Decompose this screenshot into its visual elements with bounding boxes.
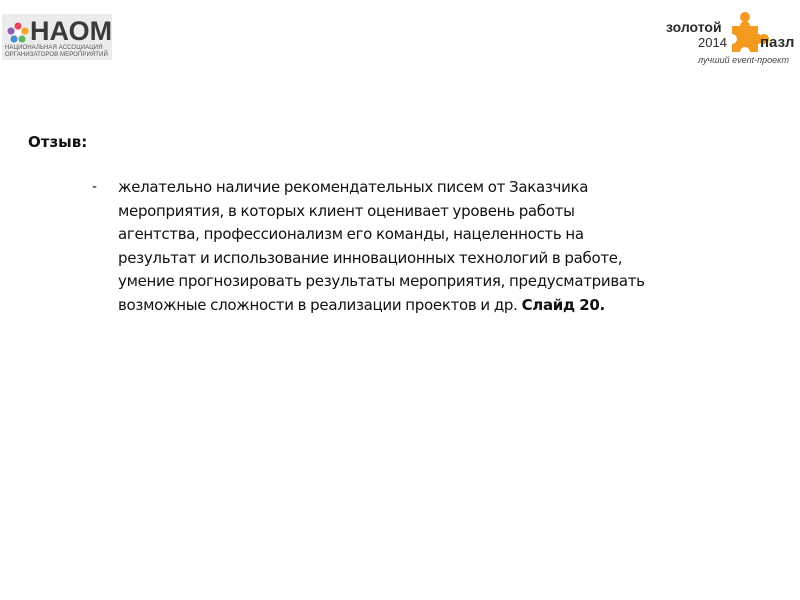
bullet-line-text: возможные сложности в реализации проектов и др. <box>118 295 518 314</box>
naom-subtitle-line1: НАЦИОНАЛЬНАЯ АССОЦИАЦИЯ <box>5 45 103 51</box>
naom-subtitle-line2: ОРГАНИЗАТОРОВ МЕРОПРИЯТИЙ <box>5 52 108 58</box>
bullet-line: желательно наличие рекомендательных писем от Заказчика <box>118 178 589 196</box>
naom-logo-word: НАОМ <box>30 16 113 46</box>
naom-logo <box>2 14 112 60</box>
bullet-line: умение прогнозировать результаты мероприятия, предусматривать <box>118 272 645 291</box>
logo-year: 2014 <box>698 35 727 50</box>
bullet-marker: - <box>92 178 97 195</box>
bullet-line: результат и использование инновационных технологий в работе, <box>118 248 623 267</box>
naom-logo-subtitle <box>5 45 111 59</box>
slide-reference: Слайд 20. <box>521 295 605 314</box>
naom-star-icon <box>7 22 29 44</box>
golden-puzzle-logo <box>660 10 795 70</box>
logo-tagline: лучший event-проект <box>698 55 789 65</box>
bullet-line: мероприятия, в которых клиент оценивает уровень работы <box>118 201 575 220</box>
page-heading: Отзыв: <box>28 133 88 151</box>
bullet-line: агентства, профессионализм его команды, нацеленность на <box>118 225 584 244</box>
bullet-line-last <box>118 294 718 318</box>
review-bullet-text <box>118 176 718 318</box>
logo-word-pazl: пазл <box>760 34 795 51</box>
logo-word-zolotoy: золотой <box>666 19 722 35</box>
